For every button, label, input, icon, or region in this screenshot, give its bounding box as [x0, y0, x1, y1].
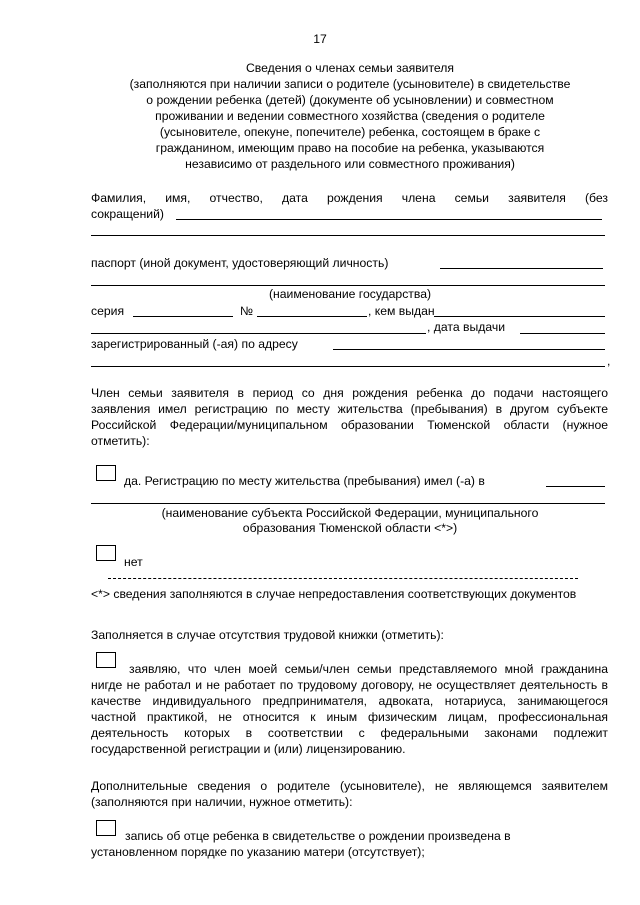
- fio-label-line2: сокращений): [91, 207, 164, 221]
- state-caption: (наименование государства): [268, 287, 432, 301]
- number-input-line[interactable]: [257, 316, 367, 317]
- issued-by-input-line[interactable]: [434, 316, 605, 317]
- fio-input-line-2[interactable]: [91, 235, 605, 236]
- registration-paragraph: Член семьи заявителя в период со дня рождения ребенка до подачи настоящего заявления имел регистрацию по месту жительства (пребывания) в другом субъекте Российской Федерации/муниципальном образовании Тюменской области (нужное отметить):: [91, 386, 608, 448]
- no-workbook-statement: заявляю, что член моей семьи/член семьи представляемого мной гражданина нигде не работал и не работает по трудовому договору, не осуществляет деятельность в качестве индивидуального предпринимателя, адвоката, нотариуса, занимающегося частной практикой, не относится к иным физическим лицам, профессиональная деятельность которых в соответствии с федеральными законами подлежит государственной регистрации и (или) лицензированию.: [91, 662, 608, 756]
- no-option-label: нет: [124, 555, 143, 569]
- registration-place-input-line-2[interactable]: [91, 503, 605, 504]
- issued-by-label: , кем выдан: [368, 304, 435, 318]
- address-input-line[interactable]: [333, 349, 605, 350]
- section-note-line: (заполняются при наличии записи о родителе (усыновителе) в свидетельстве: [129, 77, 571, 91]
- series-label: серия: [91, 304, 125, 318]
- footnote-separator: [108, 578, 578, 579]
- issue-date-input-line[interactable]: [520, 333, 605, 334]
- father-record-statement: запись об отце ребенка в свидетельстве о рождении произведена в установленном порядке по указанию матери (отсутствует);: [91, 829, 511, 859]
- subject-caption-line1: (наименование субъекта Российской Федерации, муниципального: [161, 506, 539, 520]
- issued-by-input-line-2[interactable]: [91, 333, 426, 334]
- section-note-line: (усыновителе, опекуне, попечителе) ребенка, состоящем в браке с: [159, 125, 541, 139]
- subject-caption-line2: образования Тюменской области <*>): [242, 521, 458, 535]
- series-input-line[interactable]: [133, 316, 233, 317]
- section-note-line: независимо от раздельного или совместного проживания): [185, 157, 515, 171]
- yes-option-label: да. Регистрацию по месту жительства (пребывания) имел (-а) в: [124, 474, 485, 488]
- section-note-line: о рождении ребенка (детей) (документе об усыновлении) и совместном: [146, 93, 554, 107]
- no-checkbox[interactable]: [96, 545, 116, 561]
- yes-checkbox[interactable]: [96, 465, 116, 481]
- additional-intro: Дополнительные сведения о родителе (усыновителе), не являющемся заявителем (заполняются при наличии, нужное отметить):: [91, 779, 608, 809]
- footnote: <*> сведения заполняются в случае непредоставления соответствующих документов: [91, 587, 577, 601]
- fio-input-line[interactable]: [176, 219, 602, 220]
- address-input-line-2[interactable]: [91, 366, 605, 367]
- page-number: 17: [313, 32, 327, 46]
- passport-label: паспорт (иной документ, удостоверяющий личность): [91, 256, 389, 270]
- section-note-line: проживании и ведении совместного хозяйства (сведения о родителе: [155, 109, 545, 123]
- passport-input-line[interactable]: [440, 268, 603, 269]
- number-label: №: [240, 304, 254, 318]
- issue-date-label: , дата выдачи: [427, 320, 506, 334]
- section-note-line: гражданином, имеющим право на пособие на ребенка, указываются: [155, 141, 545, 155]
- section-title: Сведения о членах семьи заявителя: [245, 61, 455, 75]
- address-label: зарегистрированный (-ая) по адресу: [91, 337, 298, 351]
- section-heading: [60, 60, 640, 172]
- fio-label-line1: Фамилия, имя, отчество, дата рождения члена семьи заявителя (без: [91, 191, 608, 205]
- trailing-comma: ,: [607, 354, 611, 368]
- no-workbook-intro: Заполняется в случае отсутствия трудовой книжки (отметить):: [91, 628, 444, 642]
- passport-input-line-2[interactable]: [91, 285, 605, 286]
- registration-place-input-line[interactable]: [546, 486, 605, 487]
